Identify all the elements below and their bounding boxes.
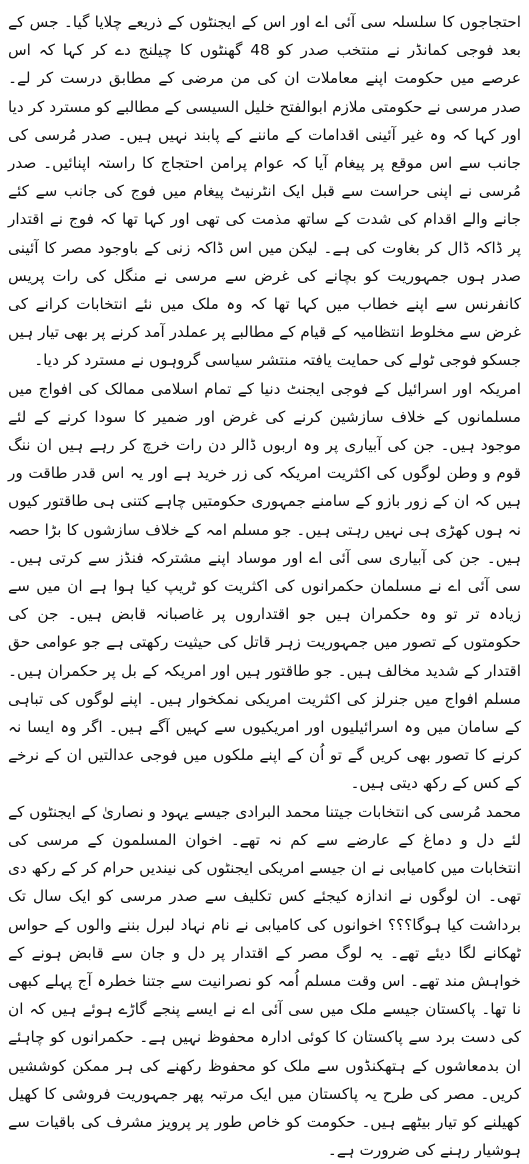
article-paragraph-1: احتجاجوں کا سلسلہ سی آئی اے اور اس کے ایجنٹوں کے ذریعے چلایا گیا۔ جس کے بعد فوجی کمانڈر نے منتخب صدر کو 48 گھنٹوں کا چیلنج دے کر کہا کہ اس عرصے میں حکومت اپنے معاملات ان کی من مرضی کے مطابق درست کر لے۔ صدر مرسی نے حکومتی ملازم ابوالفتح خلیل السیسی کے مطالبے کو مسترد کر دیا اور کہا کہ وہ غیر آئینی اقدامات کے ماننے کے پابند نہیں ہیں۔ صدر مُرسی کی جانب سے اس موقع پر پیغام آیا کہ عوام پرامن احتجاج کا راستہ اپنائیں۔ صدر مُرسی نے اپنی حراست سے قبل ایک انٹرنیٹ پیغام میں فوج کی جانب سے کئے جانے والے اقدام کی شدت کے ساتھ مذمت کی تھی اور کہا تھا کہ فوج نے اقتدار پر ڈاکہ ڈال کر بغاوت کی ہے۔ لیکن میں اس ڈاکہ زنی کے باوجود مصر کا آئینی صدر ہوں جمہوریت کو بچانے کی غرض سے مرسی نے منگل کی رات پریس کانفرنس سے اپنے خطاب میں کہا تھا کہ وہ ملک میں نئے انتخابات کرانے کی غرض سے مخلوط انتظامیہ کے قیام کے مطالبے پر عملدر آمد کرنے پر بھی تیار ہیں جسکو فوجی ٹولے کی حمایت یافتہ منتشر سیاسی گروہوں نے مسترد کر دیا۔ [8,13,521,370]
article-paragraph-2: امریکہ اور اسرائیل کے فوجی ایجنٹ دنیا کے تمام اسلامی ممالک کی افواج میں مسلمانوں کے خلاف سازشین کرنے کی غرض اور ضمیر کا سودا کرنے کے لئے موجود ہیں۔ جن کی آبیاری پر وہ اربوں ڈالر دن رات خرچ کر رہے ہیں ان ننگ قوم و وطن لوگوں کی اکثریت امریکہ کی زر خرید ہے اور یہ اس قدر طاقت ور ہیں کہ ان کے زور بازو کے سامنے جمہوری حکومتیں چاہے کتنی ہی طاقتور کیوں نہ ہوں کھڑی ہی نہیں رہتی ہیں۔ جو مسلم امہ کے خلاف سازشوں کا بڑا حصہ ہیں۔ جن کی آبیاری سی آئی اے اور موساد اپنے مشترکہ فنڈز سے کرتی ہیں۔ سی آئی اے نے مسلمان حکمرانوں کی اکثریت کو ٹریپ کیا ہوا ہے ان میں سے زیادہ تر تو وہ حکمران ہیں جو اقتداروں پر غاصبانہ قابض ہیں۔ جن کی حکومتوں کے تصور میں جمہوریت زہر قاتل کی حیثیت رکھتی ہے جو عوامی حق اقتدار کے شدید مخالف ہیں۔ جو طاقتور ہیں اور امریکہ کے بل پر حکمران ہیں۔ مسلم افواج میں جنرلز کی اکثریت امریکی نمکخوار ہیں۔ اپنے لوگوں کی تباہی کے سامان میں وہ اسرائیلیوں اور امریکیوں سے کہیں آگے ہیں۔ اگر وہ ایسا نہ کرنے کا تصور بھی کریں گے تو اُن کے اپنے ملکوں میں فوجی عدالتیں ان کے نرخے کے کس کے رکھ دیتی ہیں۔ [8,379,521,793]
urdu-article-body [8,8,521,1164]
article-paragraph-3: محمد مُرسی کی انتخابات جیتنا محمد البرادی جیسے یہود و نصاریٰ کے ایجنٹوں کے لئے دل و دماغ کے عارضے سے کم نہ تھے۔ اخوان المسلمون کے مرسی کی انتخابات میں کامیابی نے ان جیسے امریکی ایجنٹوں کی نیندیں حرام کر کے رکھ دی تھی۔ ان لوگوں نے اندازہ کیجئے کس تکلیف سے صدر مرسی کو ایک سال تک برداشت کیا ہوگا؟؟؟ اخوانوں کی کامیابی نے نام نہاد لبرل بننے والوں کے حواس ٹھکانے لگا دیئے تھے۔ یہ لوگ مصر کے اقتدار پر دل و جان سے قابض ہونے کے خواہش مند تھے۔ اس وقت مسلم اُمہ کو نصرانیت سے جتنا خطرہ آج پہلے کبھی نا تھا۔ پاکستان جیسے ملک میں سی آئی اے نے ایسے پنجے گاڑے ہوئے ہیں کہ ان کی دست برد سے پاکستان کا کوئی ادارہ محفوظ نہیں ہے۔ حکمرانوں کو چاہئے ان بدمعاشوں کے ہتھکنڈوں سے ملک کو محفوظ رکھنے کی ہر ممکن کوششیں کریں۔ مصر کی طرح یہ پاکستان میں ایک مرتبہ پھر جمہوریت فروشی کا کھیل کھیلنے کو تیار بیٹھے ہیں۔ حکومت کو خاص طور پر پرویز مشرف کی باقیات سے ہوشیار رہنے کی ضرورت ہے۔ [8,802,521,1160]
